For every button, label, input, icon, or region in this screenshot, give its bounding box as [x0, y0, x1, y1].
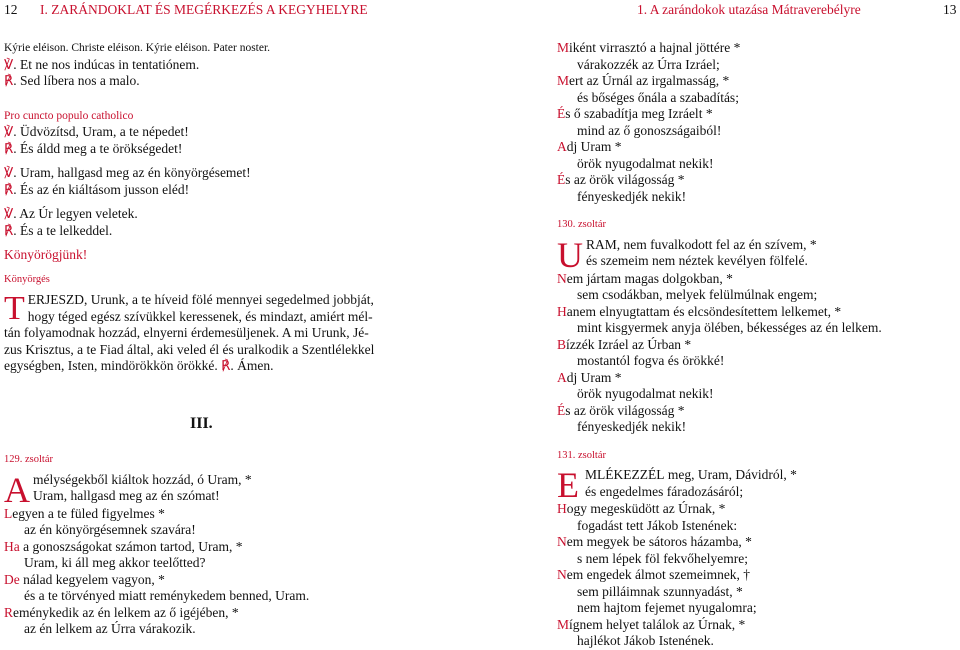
psalm-verse [4, 605, 474, 638]
verse-line: ert az Úrnál az irgalmasság, * [569, 73, 730, 88]
verse-line: fényeskedjék nekik! [577, 419, 687, 434]
psalm-verse [557, 139, 957, 172]
drop-cap: T [4, 290, 25, 327]
verse-initial: A [557, 139, 567, 154]
verse-line: és a te törvényed miatt reménykedem benned, Uram. [24, 588, 310, 603]
verse-line: fényeskedjék nekik! [577, 188, 687, 204]
psalm-verse [557, 370, 957, 403]
verse-initial: N [557, 567, 567, 582]
verse-line: fogadást tett Jákob Istenének: [577, 517, 738, 533]
verse-line: eménykedik az én lelkem az ő igéjében, * [13, 604, 239, 620]
verse-line: sem pilláimnak szunnyadást, * [577, 583, 743, 599]
verse-lead: MLÉKEZZÉL [585, 467, 665, 482]
response-text: . Sed líbera nos a malo. [13, 73, 140, 88]
prayer-line: tán folyamodnak hozzád, elnyerni érdemesüljenek. A mi Urunk, Jé- [4, 325, 369, 340]
psalm-verse [557, 465, 957, 505]
verse-initial: É [557, 402, 566, 418]
verse-line: meg, Uram, Dávidról, * [664, 467, 797, 482]
response-1 [4, 73, 474, 90]
verse-line: dj Uram * [566, 139, 622, 154]
response-symbol: ℟ [4, 73, 14, 88]
response-3 [4, 182, 474, 199]
versicle-symbol: ℣ [4, 124, 14, 139]
verse-line: mint kisgyermek anyja ölében, békességes az én lelkem. [577, 320, 882, 335]
verse-line: em jártam magas dolgokban, * [566, 270, 733, 286]
verse-lead: RAM, [586, 236, 621, 252]
verse-initial: A [557, 369, 567, 385]
verse-line: ígnem helyet találok az Úrnak, * [569, 616, 746, 632]
verse-initial: É [557, 172, 566, 187]
prayer-line: hogy téged egész szívükkel keressenek, és mindazt, amiért mél- [27, 308, 373, 324]
verse-line: s nem lépek föl fekvőhelyemre; [577, 550, 748, 566]
collect-prayer [4, 292, 474, 375]
konyorges-label: Könyörgés [4, 273, 50, 285]
verse-line: nem fuvalkodott fel az én szívem, * [620, 236, 817, 252]
verse-line: s ő szabadítja meg Izráelt * [565, 106, 713, 121]
verse-line: mind az ő gonoszságaiból! [577, 122, 722, 138]
psalm-verse [557, 501, 957, 534]
konyorogjunk-heading: Könyörögjünk! [4, 247, 88, 262]
verse-line: a gonoszságokat számon tartod, Uram, * [19, 538, 243, 554]
verse-initial: M [557, 616, 570, 632]
verse-initial: É [557, 106, 566, 121]
verse-initial: Ha [4, 538, 20, 554]
verse-initial: L [4, 505, 13, 521]
response-symbol: ℟ [4, 181, 14, 197]
response-symbol: ℟ [4, 222, 14, 238]
versicle-1 [4, 57, 474, 74]
psalm-label: 131. zsoltár [557, 449, 606, 461]
psalm-verse [4, 506, 474, 539]
verse-line: nálad kegyelem vagyon, * [19, 571, 165, 587]
verse-line: az én lelkem az Úrra várakozik. [24, 621, 196, 636]
response-symbol: ℟ [4, 140, 14, 156]
versicle-text: . Az Úr legyen veletek. [13, 206, 138, 221]
verse-line: egyen a te füled figyelmes * [12, 505, 165, 521]
psalm-verse [4, 572, 474, 605]
response-symbol: ℟ [221, 358, 231, 373]
psalm-verse [557, 40, 957, 73]
response-4 [4, 223, 474, 240]
drop-cap: U [557, 234, 583, 275]
right-page-number: 13 [943, 2, 957, 17]
verse-line: dj Uram * [566, 369, 622, 385]
verse-line: Uram, hallgasd meg az én szómat! [33, 488, 220, 503]
drop-cap: E [557, 465, 579, 505]
verse-line: s az örök világosság * [565, 402, 685, 418]
versicle-4 [4, 206, 474, 223]
psalm-verse [557, 73, 957, 106]
pro-cuncto-heading: Pro cuncto populo catholico [4, 109, 134, 122]
versicle-text: . Et ne nos indúcas in tentatiónem. [13, 56, 200, 72]
versicle-3 [4, 165, 474, 182]
verse-line: az én könyörgésemnek szavára! [24, 522, 196, 537]
psalm-verse [557, 172, 957, 205]
response-text: . És a te lelkeddel. [13, 222, 113, 238]
verse-line: hajlékot Jákob Istenének. [577, 633, 714, 648]
prayer-line: egységben, Isten, mindörökkön örökké. [4, 358, 222, 373]
psalm-verse [557, 234, 957, 275]
verse-line: várakozzék az Úrra Izráel; [577, 56, 720, 72]
verse-initial: R [4, 604, 14, 620]
response-text: . És áldd meg a te örökségedet! [13, 140, 183, 156]
prayer-line: zus Krisztus, a te Fiad által, aki veled él és uralkodik a Szentlélekkel [4, 341, 375, 357]
versicle-2 [4, 124, 474, 141]
psalm-verse [557, 337, 957, 370]
amen-text: . Ámen. [230, 358, 274, 373]
verse-line: Uram, ki áll meg akkor teelőtted? [24, 555, 206, 570]
psalm-verse [4, 469, 474, 510]
verse-initial: B [557, 336, 567, 352]
verse-line: s az örök világosság * [565, 172, 685, 187]
versicle-text: . Uram, hallgasd meg az én könyörgésemet! [13, 165, 251, 180]
verse-line: iként virrasztó a hajnal jöttére * [569, 40, 741, 55]
right-page [480, 0, 960, 648]
psalm-verse [557, 617, 957, 650]
drop-cap: A [4, 469, 30, 510]
verse-line: örök nyugodalmat nekik! [577, 155, 714, 171]
prayer-line: Urunk, a te híveid fölé mennyei segedelmed jobbját, [87, 292, 374, 307]
prayer-lead: ERJESZD, [27, 292, 88, 307]
verse-initial: De [4, 571, 20, 587]
psalm-verse [557, 534, 957, 567]
verse-line: nem hajtom fejemet nyugalomra; [577, 600, 757, 615]
psalm-verse [557, 106, 957, 139]
verse-initial: H [557, 303, 567, 319]
verse-line: és engedelmes fáradozásáról; [585, 483, 744, 499]
verse-line: mostantól fogva és örökké! [577, 353, 725, 368]
verse-initial: H [557, 501, 567, 516]
verse-line: örök nyugodalmat nekik! [577, 386, 714, 401]
verse-line: anem elnyugtattam és elcsöndesítettem lelkemet, * [566, 303, 842, 319]
left-page [0, 0, 480, 634]
right-column [557, 40, 957, 650]
verse-line: em megyek be sátoros házamba, * [566, 534, 752, 549]
psalm-verse [557, 567, 957, 617]
psalm-verse [557, 271, 957, 304]
verse-line: és bőséges őnála a szabadítás; [577, 89, 739, 105]
verse-initial: M [557, 40, 570, 55]
versicle-text: . Üdvözítsd, Uram, a te népedet! [13, 124, 189, 139]
verse-line: és szemeim nem néztek kevélyen fölfelé. [586, 253, 808, 268]
left-column [4, 40, 474, 375]
psalm-verse [4, 539, 474, 572]
response-2 [4, 141, 474, 158]
right-running-title: 1. A zarándokok utazása Mátraverebélyre [637, 2, 861, 17]
verse-line: em engedek álmot szemeimnek, † [566, 567, 751, 582]
verse-line: ogy megesküdött az Úrnak, * [566, 501, 726, 516]
versicle-symbol: ℣ [4, 165, 14, 180]
verse-initial: N [557, 534, 567, 549]
versicle-symbol: ℣ [4, 206, 14, 221]
psalm-label: 130. zsoltár [557, 219, 606, 230]
verse-initial: N [557, 270, 567, 286]
verse-line: sem csodákban, melyek felülmúlnak engem; [577, 287, 818, 302]
verse-line: ízzék Izráel az Úrban * [566, 336, 692, 352]
section-number: III. [190, 415, 213, 432]
versicle-symbol: ℣ [4, 56, 14, 72]
kyrie-line: Kýrie eléison. Christe eléison. Kýrie eléison. Pater noster. [4, 42, 271, 54]
psalm-verse [557, 304, 957, 337]
left-page-number: 12 [4, 2, 18, 17]
psalm-label: 129. zsoltár [4, 454, 53, 465]
response-text: . És az én kiáltásom jusson eléd! [13, 181, 190, 197]
verse-line: mélységekből kiáltok hozzád, ó Uram, * [33, 471, 252, 487]
left-running-title: I. ZARÁNDOKLAT ÉS MEGÉRKEZÉS A KEGYHELYRE [40, 2, 368, 17]
verse-initial: M [557, 73, 570, 88]
psalm-129 [4, 452, 474, 638]
psalm-verse [557, 403, 957, 436]
